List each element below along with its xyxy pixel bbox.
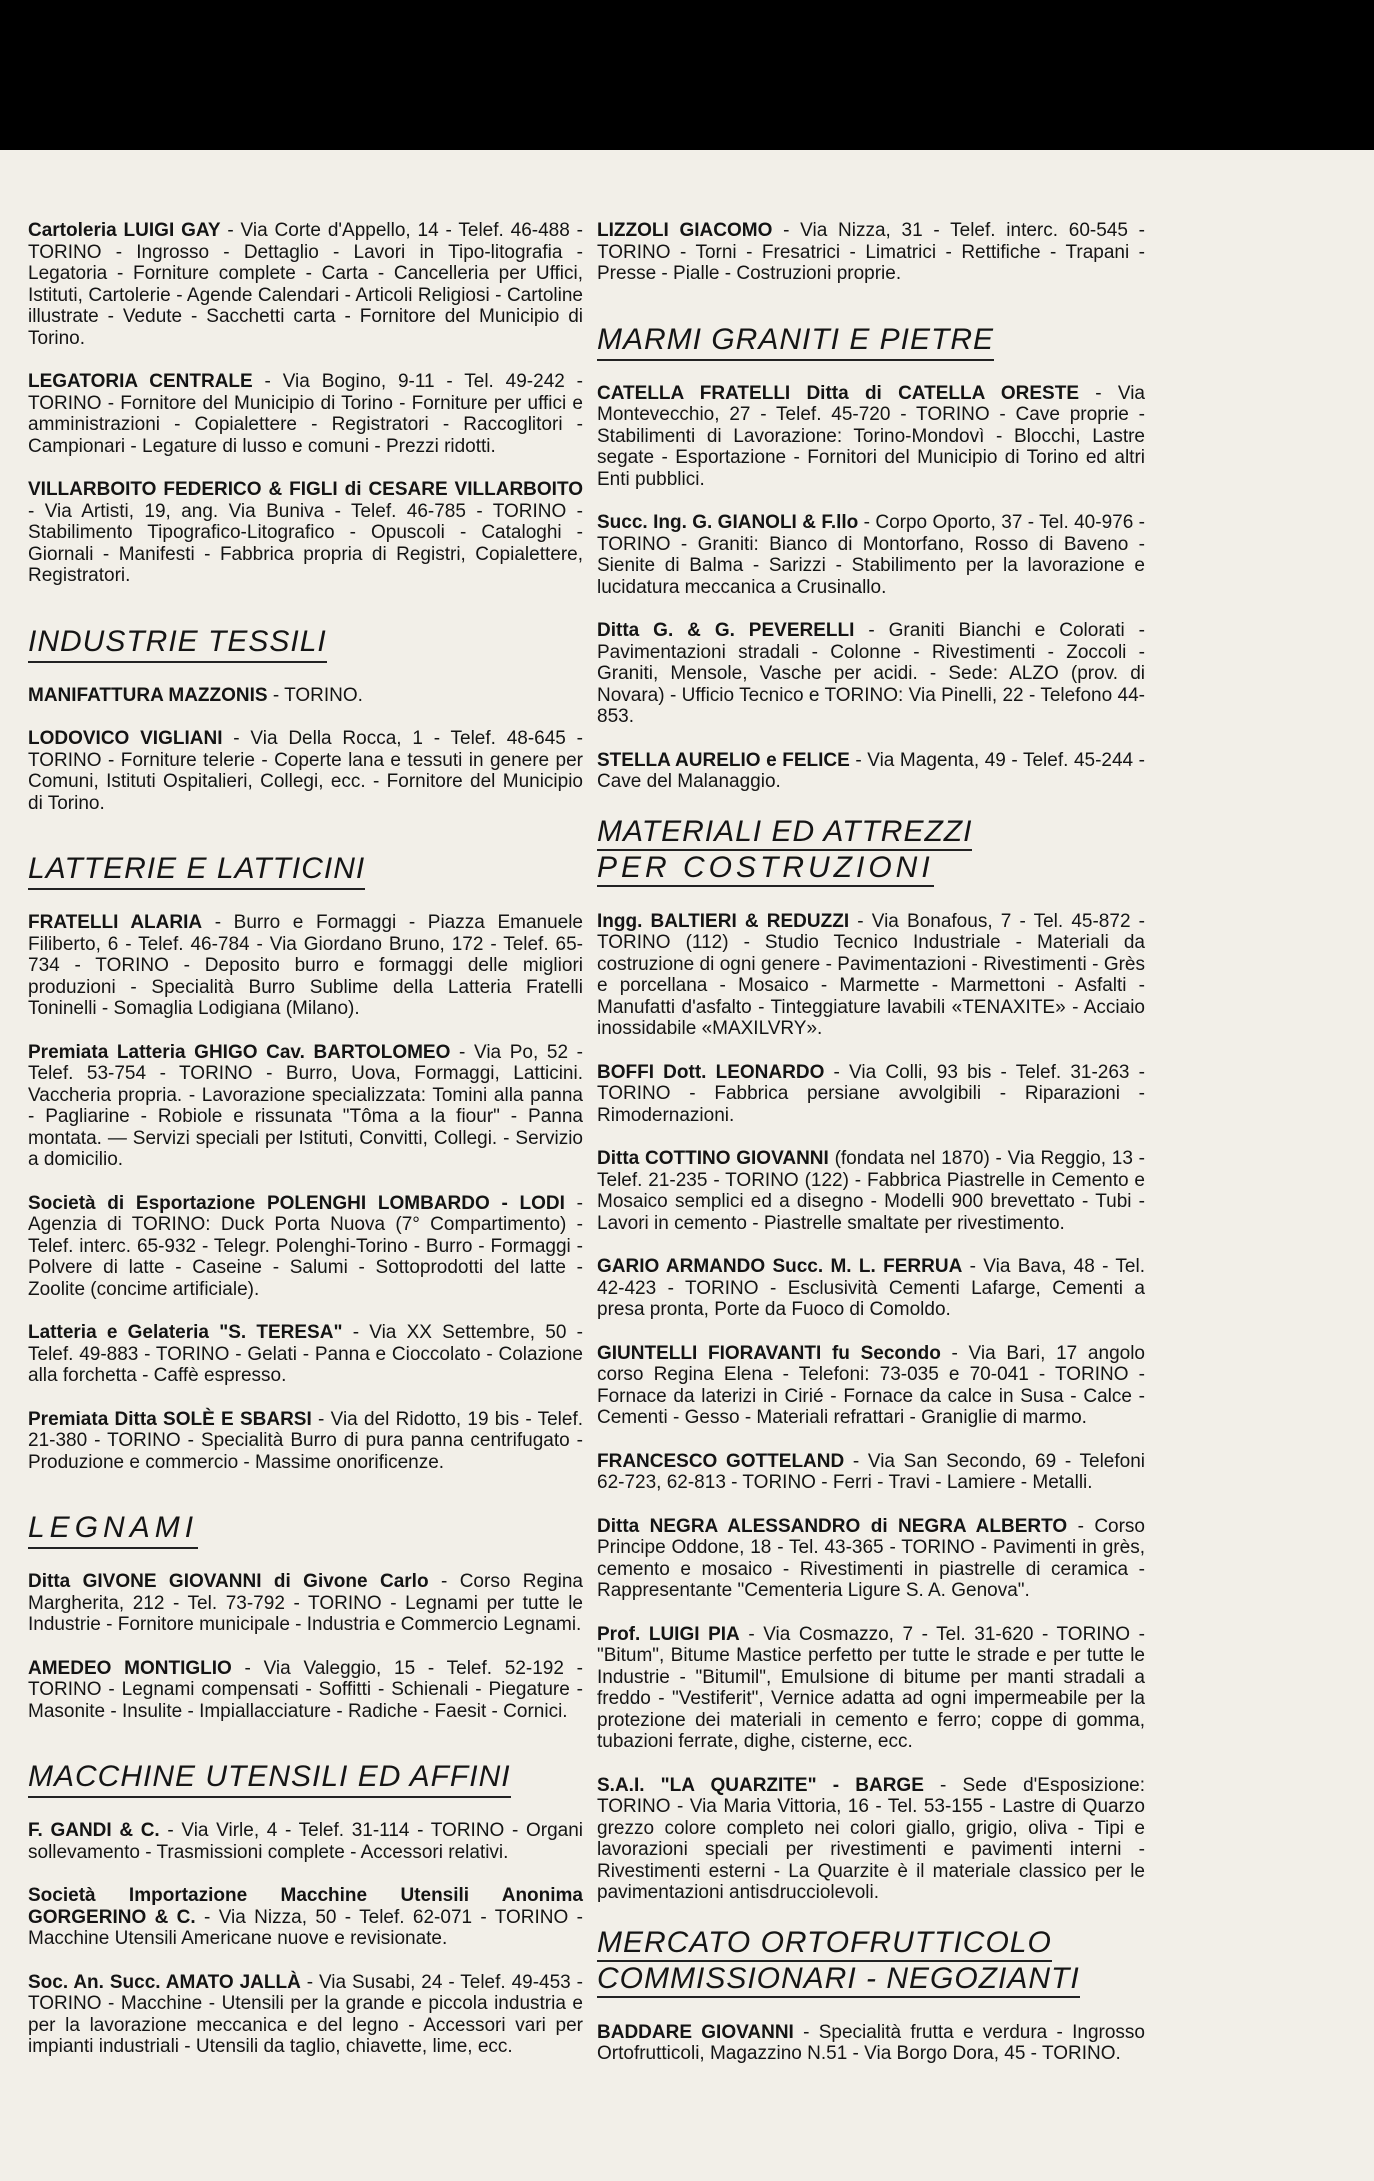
entry-details: - Via Cosmazzo, 7 - Tel. 31-620 - TORINO - "Bitum", Bitume Mastice perfetto per tutte le strade e per tutte le Industrie - "Bitumil", Emulsione di bitume per manti stradali a freddo - "Vestiferit", Vernice adatta ad ogni impermeabile per la protezione dei materiali in cemento e ferro; coppe di gomma, tubazioni ferrate, dighe, cisterne, ecc.	[597, 1623, 1145, 1752]
entry-details: - Via Corte d'Appello, 14 - Telef. 46-488 - TORINO - Ingrosso - Dettaglio - Lavori in Tipo-litografia - Legatoria - Forniture complete - Carta - Cancelleria per Uffici, Istituti, Cartolerie - Agende Calendari - Articoli Religiosi - Cartoline illustrate - Vedute - Sacchetti carta - Fornitore del Municipio di Torino.	[28, 220, 583, 349]
entry-details: - Via Bari, 17 angolo corso Regina Elena - Telefoni: 73-035 e 70-041 - TORINO - Fornace da laterizi in Cirié - Fornace da calce in Susa - Calce - Cementi - Gesso - Materiali refrattari - Graniglie di marmo.	[597, 1342, 1145, 1428]
directory-entry	[597, 750, 1145, 793]
directory-entry	[28, 1820, 583, 1863]
directory-entry	[28, 685, 583, 707]
section-heading-line: PER COSTRUZIONI	[597, 851, 934, 887]
entry-details: - Via Bonafous, 7 - Tel. 45-872 - TORINO (112) - Studio Tecnico Industriale - Materiali da costruzione di ogni genere - Pavimentazioni - Rivestimenti - Grès e porcellana - Mosaico - Marmette - Marmettoni - Asfalti - Manufatti d'asfalto - Tinteggiature lavabili «TENAXITE» - Acciaio inossidabile «MAXILVRY».	[597, 910, 1145, 1039]
entries-group	[28, 685, 583, 815]
directory-page	[0, 150, 1374, 2181]
firm-name: GIUNTELLI FIORAVANTI fu Secondo	[597, 1342, 941, 1364]
entry-details: - Via Nizza, 31 - Telef. interc. 60-545 - TORINO - Torni - Fresatrici - Limatrici - Rettifiche - Trapani - Presse - Pialle - Costruzioni proprie.	[597, 220, 1145, 284]
entries-group	[28, 1820, 583, 2058]
firm-name: Prof. LUIGI PIA	[597, 1623, 740, 1645]
directory-entry	[28, 220, 583, 349]
entry-details: - Via Colli, 93 bis - Telef. 31-263 - TORINO - Fabbrica persiane avvolgibili - Riparazioni - Rimodernazioni.	[597, 1061, 1145, 1126]
firm-name: STELLA AURELIO e FELICE	[597, 749, 850, 771]
entry-details: (fondata nel 1870) - Via Reggio, 13 - Telef. 21-235 - TORINO (122) - Fabbrica Piastrelle in Cemento e Mosaico semplici ed a disegno - Modelli 900 brevettato - Tubi - Lavori in cemento - Piastrelle smaltate per rivestimento.	[597, 1148, 1146, 1234]
entries-group	[28, 912, 583, 1473]
directory-entry	[597, 911, 1145, 1040]
firm-name: Latteria e Gelateria "S. TERESA"	[28, 1322, 343, 1343]
firm-name: Premiata Latteria GHIGO Cav. BARTOLOMEO	[28, 1041, 451, 1063]
entry-details: - Graniti Bianchi e Colorati - Pavimentazioni stradali - Colonne - Rivestimenti - Zoccoli - Graniti, Mensole, Vasche per acidi. - Sede: ALZO (prov. di Novara) - Ufficio Tecnico e TORINO: Via Pinelli, 22 - Telefono 44-853.	[597, 620, 1145, 727]
entries-group	[597, 2022, 1145, 2065]
entry-details: - Via Virle, 4 - Telef. 31-114 - TORINO - Organi sollevamento - Trasmissioni complete - Accessori relativi.	[28, 1820, 583, 1863]
firm-name: F. GANDI & C.	[28, 1820, 160, 1841]
directory-entry	[28, 728, 583, 814]
entry-details: - Corso Principe Oddone, 18 - Tel. 43-365 - TORINO - Pavimenti in grès, cemento e mosaico - Rivestimenti in piastrelle di ceramica - Rappresentante "Cementeria Ligure S. A. Genova".	[597, 1515, 1145, 1601]
entry-details: - Via XX Settembre, 50 - Telef. 49-883 - TORINO - Gelati - Panna e Cioccolato - Colazione alla forchetta - Caffè espresso.	[28, 1322, 583, 1386]
firm-name: S.A.I. "LA QUARZITE" - BARGE	[597, 1774, 924, 1796]
entry-details: - Via Bogino, 9-11 - Tel. 49-242 - TORINO - Fornitore del Municipio di Torino - Forniture per uffici e amministrazioni - Copialettere - Registratori - Raccoglitori - Campionari - Legature di lusso e comuni - Prezzi ridotti.	[28, 371, 583, 457]
directory-entry	[597, 1062, 1145, 1127]
entries-group	[28, 220, 583, 587]
firm-name: Ditta COTTINO GIOVANNI	[597, 1148, 829, 1169]
directory-entry	[597, 512, 1145, 598]
section-heading-double	[597, 1926, 1145, 2000]
firm-name: MANIFATTURA MAZZONIS	[28, 684, 268, 706]
firm-name: Società di Esportazione POLENGHI LOMBARDO - LODI	[28, 1192, 565, 1214]
directory-entry	[597, 1343, 1145, 1429]
entry-details: - Specialità frutta e verdura - Ingrosso Ortofrutticoli, Magazzino N.51 - Via Borgo Dora, 45 - TORINO.	[597, 2021, 1145, 2064]
entry-details: - Corso Regina Margherita, 212 - Tel. 73-792 - TORINO - Legnami per tutte le Industrie - Fornitore municipale - Industria e Commercio Legnami.	[28, 1571, 583, 1635]
firm-name: CATELLA FRATELLI Ditta di CATELLA ORESTE	[597, 382, 1080, 404]
entry-details: - Via Po, 52 - Telef. 53-754 - TORINO - Burro, Uova, Formaggi, Latticini. Vaccheria propria. - Lavorazione specializzata: Tomini alla panna - Pagliarine - Robiole e rissunata "Tôma a la fiour" - Panna montata. — Servizi speciali per Istituti, Convitti, Collegi. - Servizio a domicilio.	[28, 1041, 583, 1170]
entry-details: - Sede d'Esposizione: TORINO - Via Maria Vittoria, 16 - Tel. 53-155 - Lastre di Quarzo grezzo colore completo nei colori giallo, grigio, oliva - Tipi e lavorazioni speciali per rivestimenti e pavimenti interni - Rivestimenti esterni - La Quarzite è il materiale classico per le pavimentazioni antisdrucciolevoli.	[597, 1774, 1146, 1903]
entry-details: - Burro e Formaggi - Piazza Emanuele Filiberto, 6 - Telef. 46-784 - Via Giordano Bruno, 172 - Telef. 65-734 - TORINO - Deposito burro e formaggi delle migliori produzioni - Specialità Burro Sublime della Latteria Fratelli Toninelli - Somaglia Lodigiana (Milano).	[28, 912, 583, 1019]
entries-group	[597, 383, 1145, 793]
firm-name: Succ. Ing. G. GIANOLI & F.llo	[597, 512, 859, 533]
firm-name: AMEDEO MONTIGLIO	[28, 1657, 232, 1679]
directory-entry	[597, 383, 1145, 491]
entry-details: - Via Valeggio, 15 - Telef. 52-192 - TORINO - Legnami compensati - Soffitti - Schienali - Piegature - Masonite - Insulite - Impiallacciature - Radiche - Faesit - Cornici.	[28, 1657, 584, 1722]
firm-name: FRATELLI ALARIA	[28, 912, 203, 933]
entry-details: - Via Magenta, 49 - Telef. 45-244 - Cave del Malanaggio.	[597, 749, 1145, 792]
firm-name: BADDARE GIOVANNI	[597, 2021, 794, 2043]
firm-name: Ingg. BALTIERI & REDUZZI	[597, 910, 850, 932]
directory-entry	[28, 1322, 583, 1387]
directory-entry	[28, 1972, 583, 2058]
entry-details: - Agenzia di TORINO: Duck Porta Nuova (7° Compartimento) - Telef. interc. 65-932 - Telegr. Polenghi-Torino - Burro - Formaggi - Polvere di latte - Caseine - Salumi - Sottoprodotti del latte - Zoolite (concime artificiale).	[28, 1192, 583, 1300]
directory-entry	[597, 1451, 1145, 1494]
entry-details: - Via Susabi, 24 - Telef. 49-453 - TORINO - Macchine - Utensili per la grande e piccola industria e per la lavorazione meccanica e del legno - Accessori vari per impianti industriali - Utensili da taglio, chiavette, lime, ecc.	[28, 1971, 583, 2057]
section-heading: LEGNAMI	[28, 1511, 198, 1549]
entries-group	[28, 1571, 583, 1722]
right-column	[597, 220, 1145, 2087]
firm-name: Ditta NEGRA ALESSANDRO di NEGRA ALBERTO	[597, 1515, 1068, 1537]
firm-name: Società Importazione Macchine Utensili Anonima GORGERINO & C.	[28, 1885, 583, 1928]
section-heading: MACCHINE UTENSILI ED AFFINI	[28, 1760, 511, 1798]
directory-entry	[28, 1042, 583, 1171]
directory-entry	[28, 912, 583, 1020]
entry-details: - Via del Ridotto, 19 bis - Telef. 21-380 - TORINO - Specialità Burro di pura panna centrifugato - Produzione e commercio - Massime onorificenze.	[28, 1408, 584, 1473]
section-heading-double	[597, 815, 1145, 889]
directory-entry	[597, 1256, 1145, 1321]
entries-group	[597, 911, 1145, 1904]
section-heading-line: COMMISSIONARI - NEGOZIANTI	[597, 1962, 1080, 1998]
directory-entry	[28, 1658, 583, 1723]
directory-entry	[28, 479, 583, 587]
firm-name: VILLARBOITO FEDERICO & FIGLI di CESARE VILLARBOITO	[28, 479, 583, 500]
firm-name: GARIO ARMANDO Succ. M. L. FERRUA	[597, 1256, 963, 1277]
section-heading-line: MATERIALI ED ATTREZZI	[597, 815, 972, 851]
section-heading: LATTERIE E LATTICINI	[28, 852, 365, 890]
directory-entry	[28, 1409, 583, 1474]
directory-entry	[597, 1148, 1145, 1234]
firm-name: FRANCESCO GOTTELAND	[597, 1450, 845, 1472]
firm-name: LODOVICO VIGLIANI	[28, 728, 223, 749]
scan-dark-border	[0, 0, 1374, 150]
firm-name: LEGATORIA CENTRALE	[28, 371, 253, 392]
entry-details: - Via Montevecchio, 27 - Telef. 45-720 - TORINO - Cave proprie - Stabilimenti di Lavorazione: Torino-Mondovì - Blocchi, Lastre segate - Esportazione - Fornitori del Municipio di Torino ed altri Enti pubblici.	[597, 382, 1145, 490]
firm-name: LIZZOLI GIACOMO	[597, 220, 773, 241]
entry-details: - Via San Secondo, 69 - Telefoni 62-723, 62-813 - TORINO - Ferri - Travi - Lamiere - Metalli.	[597, 1450, 1145, 1493]
directory-entry	[597, 220, 1145, 285]
entry-details: - Corpo Oporto, 37 - Tel. 40-976 - TORINO - Graniti: Bianco di Montorfano, Rosso di Baveno - Sienite di Balma - Sarizzi - Stabilimento per la lavorazione e lucidatura meccanica a Crusinallo.	[597, 512, 1145, 598]
entries-group	[597, 220, 1145, 285]
section-heading: MARMI GRANITI E PIETRE	[597, 323, 994, 361]
directory-entry	[28, 1571, 583, 1636]
left-column	[28, 220, 583, 2080]
directory-entry	[28, 371, 583, 457]
directory-entry	[28, 1193, 583, 1301]
entry-details: - Via Nizza, 50 - Telef. 62-071 - TORINO - Macchine Utensili Americane nuove e revisionate.	[28, 1906, 583, 1949]
firm-name: Soc. An. Succ. AMATO JALLÀ	[28, 1971, 301, 1993]
directory-entry	[597, 1624, 1145, 1753]
entry-details: - Via Della Rocca, 1 - Telef. 48-645 - TORINO - Forniture telerie - Coperte lana e tessuti in genere per Comuni, Istituti Ospitalieri, Collegi, ecc. - Fornitore del Municipio di Torino.	[28, 728, 584, 814]
directory-entry	[597, 620, 1145, 728]
firm-name: Premiata Ditta SOLÈ E SBARSI	[28, 1408, 312, 1430]
entry-details: - Via Artisti, 19, ang. Via Buniva - Telef. 46-785 - TORINO - Stabilimento Tipografico-Litografico - Opuscoli - Cataloghi - Giornali - Manifesti - Fabbrica propria di Registri, Copialettere, Registratori.	[28, 500, 583, 586]
firm-name: Ditta GIVONE GIOVANNI di Givone Carlo	[28, 1571, 429, 1592]
directory-entry	[597, 1775, 1145, 1904]
directory-entry	[597, 1516, 1145, 1602]
firm-name: Cartoleria LUIGI GAY	[28, 220, 221, 241]
section-heading: INDUSTRIE TESSILI	[28, 625, 327, 663]
entry-details: - TORINO.	[267, 684, 363, 706]
directory-entry	[28, 1885, 583, 1950]
section-heading-line: MERCATO ORTOFRUTTICOLO	[597, 1926, 1052, 1962]
directory-entry	[597, 2022, 1145, 2065]
firm-name: BOFFI Dott. LEONARDO	[597, 1061, 825, 1083]
firm-name: Ditta G. & G. PEVERELLI	[597, 620, 855, 641]
entry-details: - Via Bava, 48 - Tel. 42-423 - TORINO - Esclusività Cementi Lafarge, Cementi a presa pronta, Porte da Fuoco di Comoldo.	[597, 1256, 1145, 1320]
